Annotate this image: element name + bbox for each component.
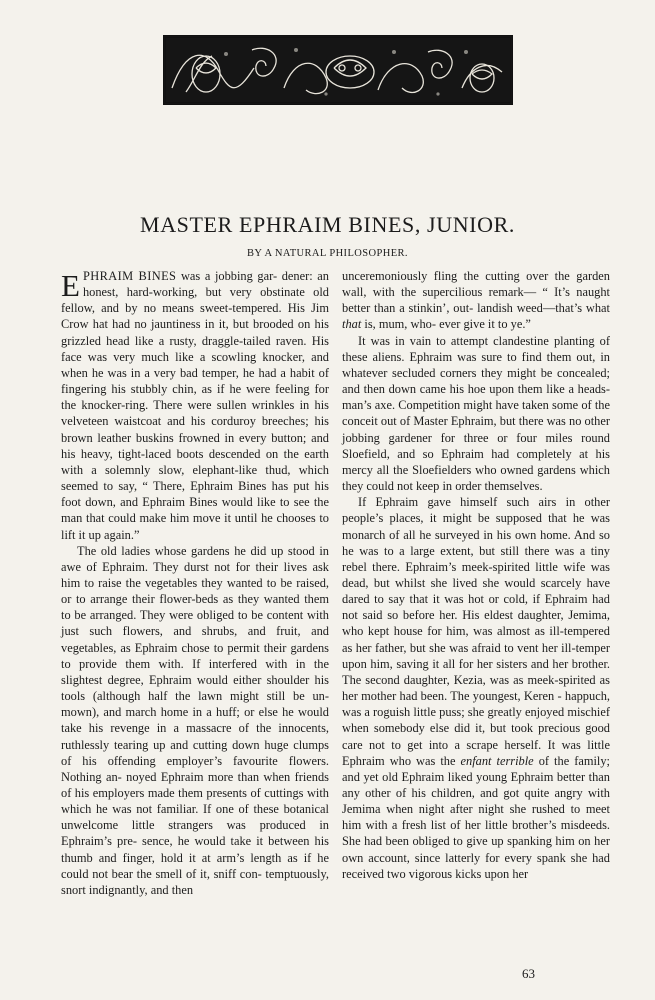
paragraph-text: is, mum, who- ever give it to ye.” (361, 317, 531, 332)
name-smallcaps: PHRAIM BINES (82, 269, 177, 283)
emphasis-text: that (342, 317, 362, 332)
paragraph-text: unceremoniously fling the cutting over the garden wall, with the supercilious remark— “ It’s naught better than a stinkin’, out- landish weed—that’s what (342, 269, 610, 316)
foliage-ornament-icon (166, 38, 510, 102)
paragraph: It was in vain to attempt clandestine planting of these aliens. Ephraim was sure to find them out, in whatever secluded corners they might be concealed; and then down came his hoe upon them like a heads- man’s axe. Competition might have taken some of the conceit out of Master Ephraim, but there was no other jobbing gardener for three or four miles round Sloefield, and so Ephraim had completely at his mercy all the Sloefielders who owned gardens which they could not keep in order themselves. (342, 333, 610, 494)
text-column-right (342, 268, 610, 882)
paragraph (342, 494, 610, 882)
drop-cap: E (61, 268, 80, 303)
paragraph-text: was a jobbing gar- dener: an honest, hard-working, but very obstinate old fellow, and by no means sweet-tempered. His Jim Crow hat had no jauntiness in it, but brooded on his grizzled head like a rusty, draggle-tailed raven. His face was very much like a scowling knocker, and when he was in a very bad temper, he had a habit of fingering his stubbly chin, as if he were feeling for the knocker-ring. There were sullen wrinkles in his velveteen waistcoat and his corduroy breeches; his brown leather buskins frowned in every button; and his heavy, tight-laced boots descended on the earth with a solemnly slow, elephant-like thud, which seemed to say, “ There, Ephraim Bines has put his foot down, and Ephraim Bines would like to see the man that could make him move it until he chooses to lift it up again.” (61, 269, 329, 542)
paragraph-text: If Ephraim gave himself such airs in other people’s places, it might be supposed that he was monarch of all he surveyed in his own home. And so he was to a large extent, but still there was a tiny rebel there. Ephraim’s meek-spirited little wife was dead, but whilst she lived she would scarcely have dared to say that it was hot or cold, if Ephraim had not said so before her. His eldest daughter, Jemima, who kept house for him, was almost as ill-tempered as her father, but she was afraid to vent her ill-temper upon him, saving it all for her sisters and her brother. The second daughter, Kezia, was as meek-spirited as her mother had been. The youngest, Keren - happuch, was a roguish little puss; she greatly enjoyed mischief when somebody else did it, but took precious good care not to get into a scrape herself. It was little Ephraim who was the (342, 495, 610, 768)
article-title: MASTER EPHRAIM BINES, JUNIOR. (140, 212, 515, 237)
article-byline: BY A NATURAL PHILOSOPHER. (247, 248, 408, 259)
decorative-headpiece-engraving (163, 35, 513, 105)
text-column-left (61, 268, 329, 898)
paragraph (342, 268, 610, 333)
paragraph: The old ladies whose gardens he did up stood in awe of Ephraim. They durst not for their lives ask him to raise the vegetables they wanted to be raised, or to arrange their flower-beds as they wanted them to be arranged. They were obliged to be content with just such flowers, and shrubs, and fruit, and vegetables, as Ephraim chose to permit their gardens to provide them with. If interfered with in the slightest degree, Ephraim would either shoulder his tools (although half the lawn might still be un- mown), and march home in a huff; or else he would take his revenge in a massacre of the innocents, ruthlessly tearing up and cutting down huge clumps of his offending employer’s favourite flowers. Nothing an- noyed Ephraim more than when friends of his employers made them presents of cuttings with which he was not familiar. If one of these botanical unwelcome little strangers was produced in Ephraim’s pre- sence, he would take it between his thumb and finger, hold it at arm’s length as if he could not bear the smell of it, sniff con- temptuously, snort indignantly, and then (61, 543, 329, 897)
emphasis-text: enfant terrible (460, 753, 534, 768)
page-number: 63 (522, 966, 535, 981)
paragraph-text: of the family; and yet old Ephraim liked young Ephraim better than any other of his children, and got quite angry with Jemima when night after night she rushed to meet him with a fresh list of her little brother’s misdeeds. She had been obliged to give up spanking him on her own account, since latterly for every spank she had received two vigorous kicks upon her (342, 753, 611, 881)
paragraph (61, 268, 329, 543)
